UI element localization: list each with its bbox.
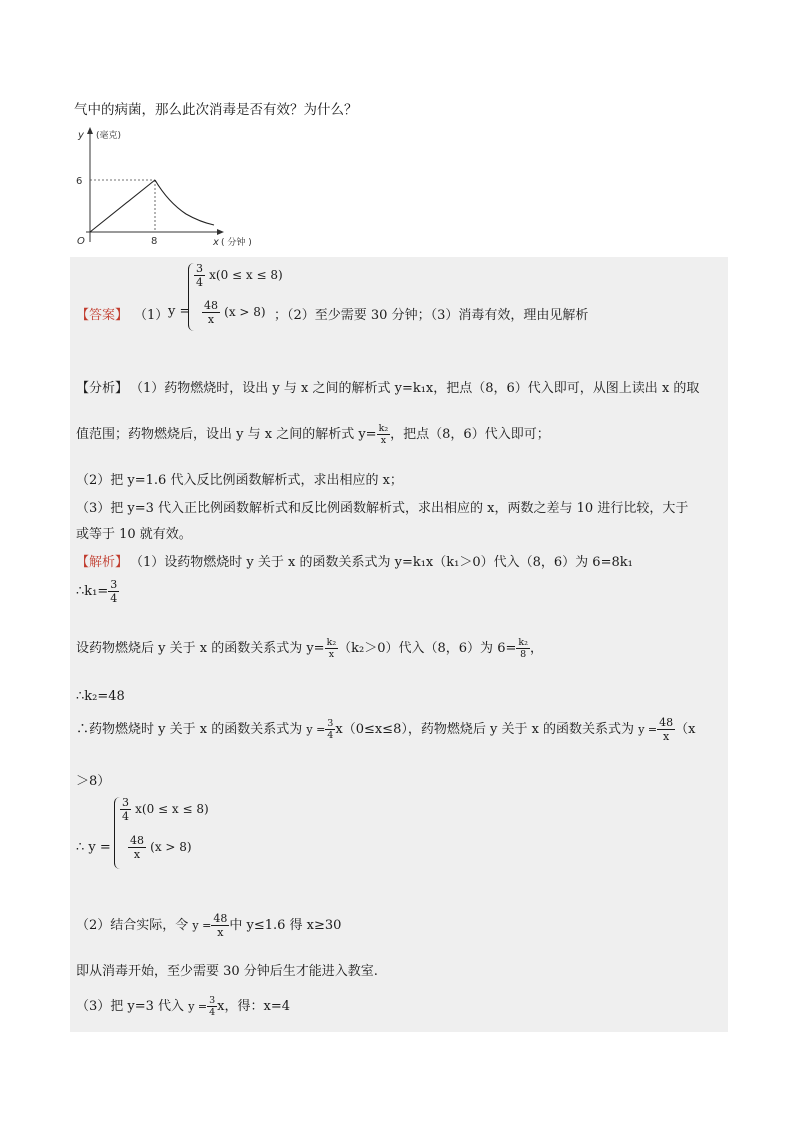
- answer-part1-label: （1）: [134, 308, 169, 323]
- x-unit-label: ( 分钟 ): [221, 238, 252, 248]
- y-unit-label: (毫克): [96, 131, 122, 141]
- solution-tag: 【解析】: [76, 555, 129, 570]
- x-axis-label: x: [213, 237, 219, 248]
- answer-case2: $\frac{48}{x}$ (x > 8): [204, 299, 266, 326]
- x-tick-label: 8: [151, 236, 158, 247]
- solution-line5: ∴药物燃烧时 y 关于 x 的函数关系式为 y = $\frac{3}{4}$ x（0≤x≤8），药物燃烧后 y 关于 x 的函数关系式为 y = $\frac{48}{x}$ （x: [76, 716, 696, 743]
- origin-label: O: [77, 236, 85, 247]
- y-tick-label: 6: [76, 176, 83, 187]
- solution-line6: ＞8）: [76, 774, 111, 789]
- solution-line1: （1）设药物燃烧时 y 关于 x 的函数关系式为 y=k₁x（k₁＞0）代入（8，6）为 6=8k₁: [130, 555, 633, 570]
- solution-part2-line2: 即从消毒开始，至少需要 30 分钟后生才能进入教室.: [76, 964, 378, 979]
- answer-rest: ；（2）至少需要 30 分钟；（3）消毒有效，理由见解析: [274, 308, 589, 323]
- analysis-tag: 【分析】: [76, 381, 129, 396]
- solution-part2: （2）结合实际，令 y = $\frac{48}{x}$ 中 y≤1.6 得 x≥30: [76, 912, 342, 939]
- answer-case1: $\frac{3}{4}$ x(0 ≤ x ≤ 8): [196, 262, 283, 289]
- solution-block: [70, 257, 728, 1032]
- analysis-line2: 值范围；药物燃烧后，设出 y 与 x 之间的解析式 y= $\frac{\text{k₂}}{x}$ ，把点（8，6）代入即可；: [76, 422, 550, 446]
- answer-tag: 【答案】: [76, 308, 129, 323]
- inverse-curve: [155, 180, 214, 225]
- question-text: 气中的病菌，那么此次消毒是否有效？为什么？: [74, 102, 358, 118]
- solution-k1: ∴k₁= $\frac{3}{4}$: [76, 578, 118, 605]
- function-graph: [64, 124, 252, 252]
- analysis-line5: 或等于 10 就有效。: [76, 527, 192, 542]
- solution-k2: ∴k₂=48: [76, 689, 125, 704]
- solution-case1: $\frac{3}{4}$ x(0 ≤ x ≤ 8): [122, 796, 209, 823]
- solution-part3: （3）把 y=3 代入 y = $\frac{3}{4}$ x，得：x=4: [76, 994, 291, 1018]
- solution-case2: $\frac{48}{x}$ (x > 8): [130, 834, 192, 861]
- solution-therefore-y: ∴ y =: [76, 840, 111, 855]
- analysis-line4: （3）把 y=3 代入正比例函数解析式和反比例函数解析式，求出相应的 x，两数之差与 10 进行比较，大于: [76, 501, 689, 516]
- y-axis-arrow: [87, 127, 93, 134]
- linear-segment: [90, 180, 155, 232]
- solution-line3: 设药物燃烧后 y 关于 x 的函数关系式为 y= $\frac{\text{k₂}}{x}$ （k₂＞0）代入（8，6）为 6= $\frac{\text{k₂}}{8}$ ，: [76, 636, 543, 660]
- analysis-line1: （1）药物燃烧时，设出 y 与 x 之间的解析式 y=k₁x，把点（8，6）代入即可，从图上读出 x 的取: [130, 381, 700, 396]
- analysis-line3: （2）把 y=1.6 代入反比例函数解析式，求出相应的 x；: [76, 473, 403, 488]
- x-axis-arrow: [217, 229, 224, 235]
- y-axis-label: y: [78, 130, 84, 141]
- answer-y-eq: y =: [168, 304, 191, 319]
